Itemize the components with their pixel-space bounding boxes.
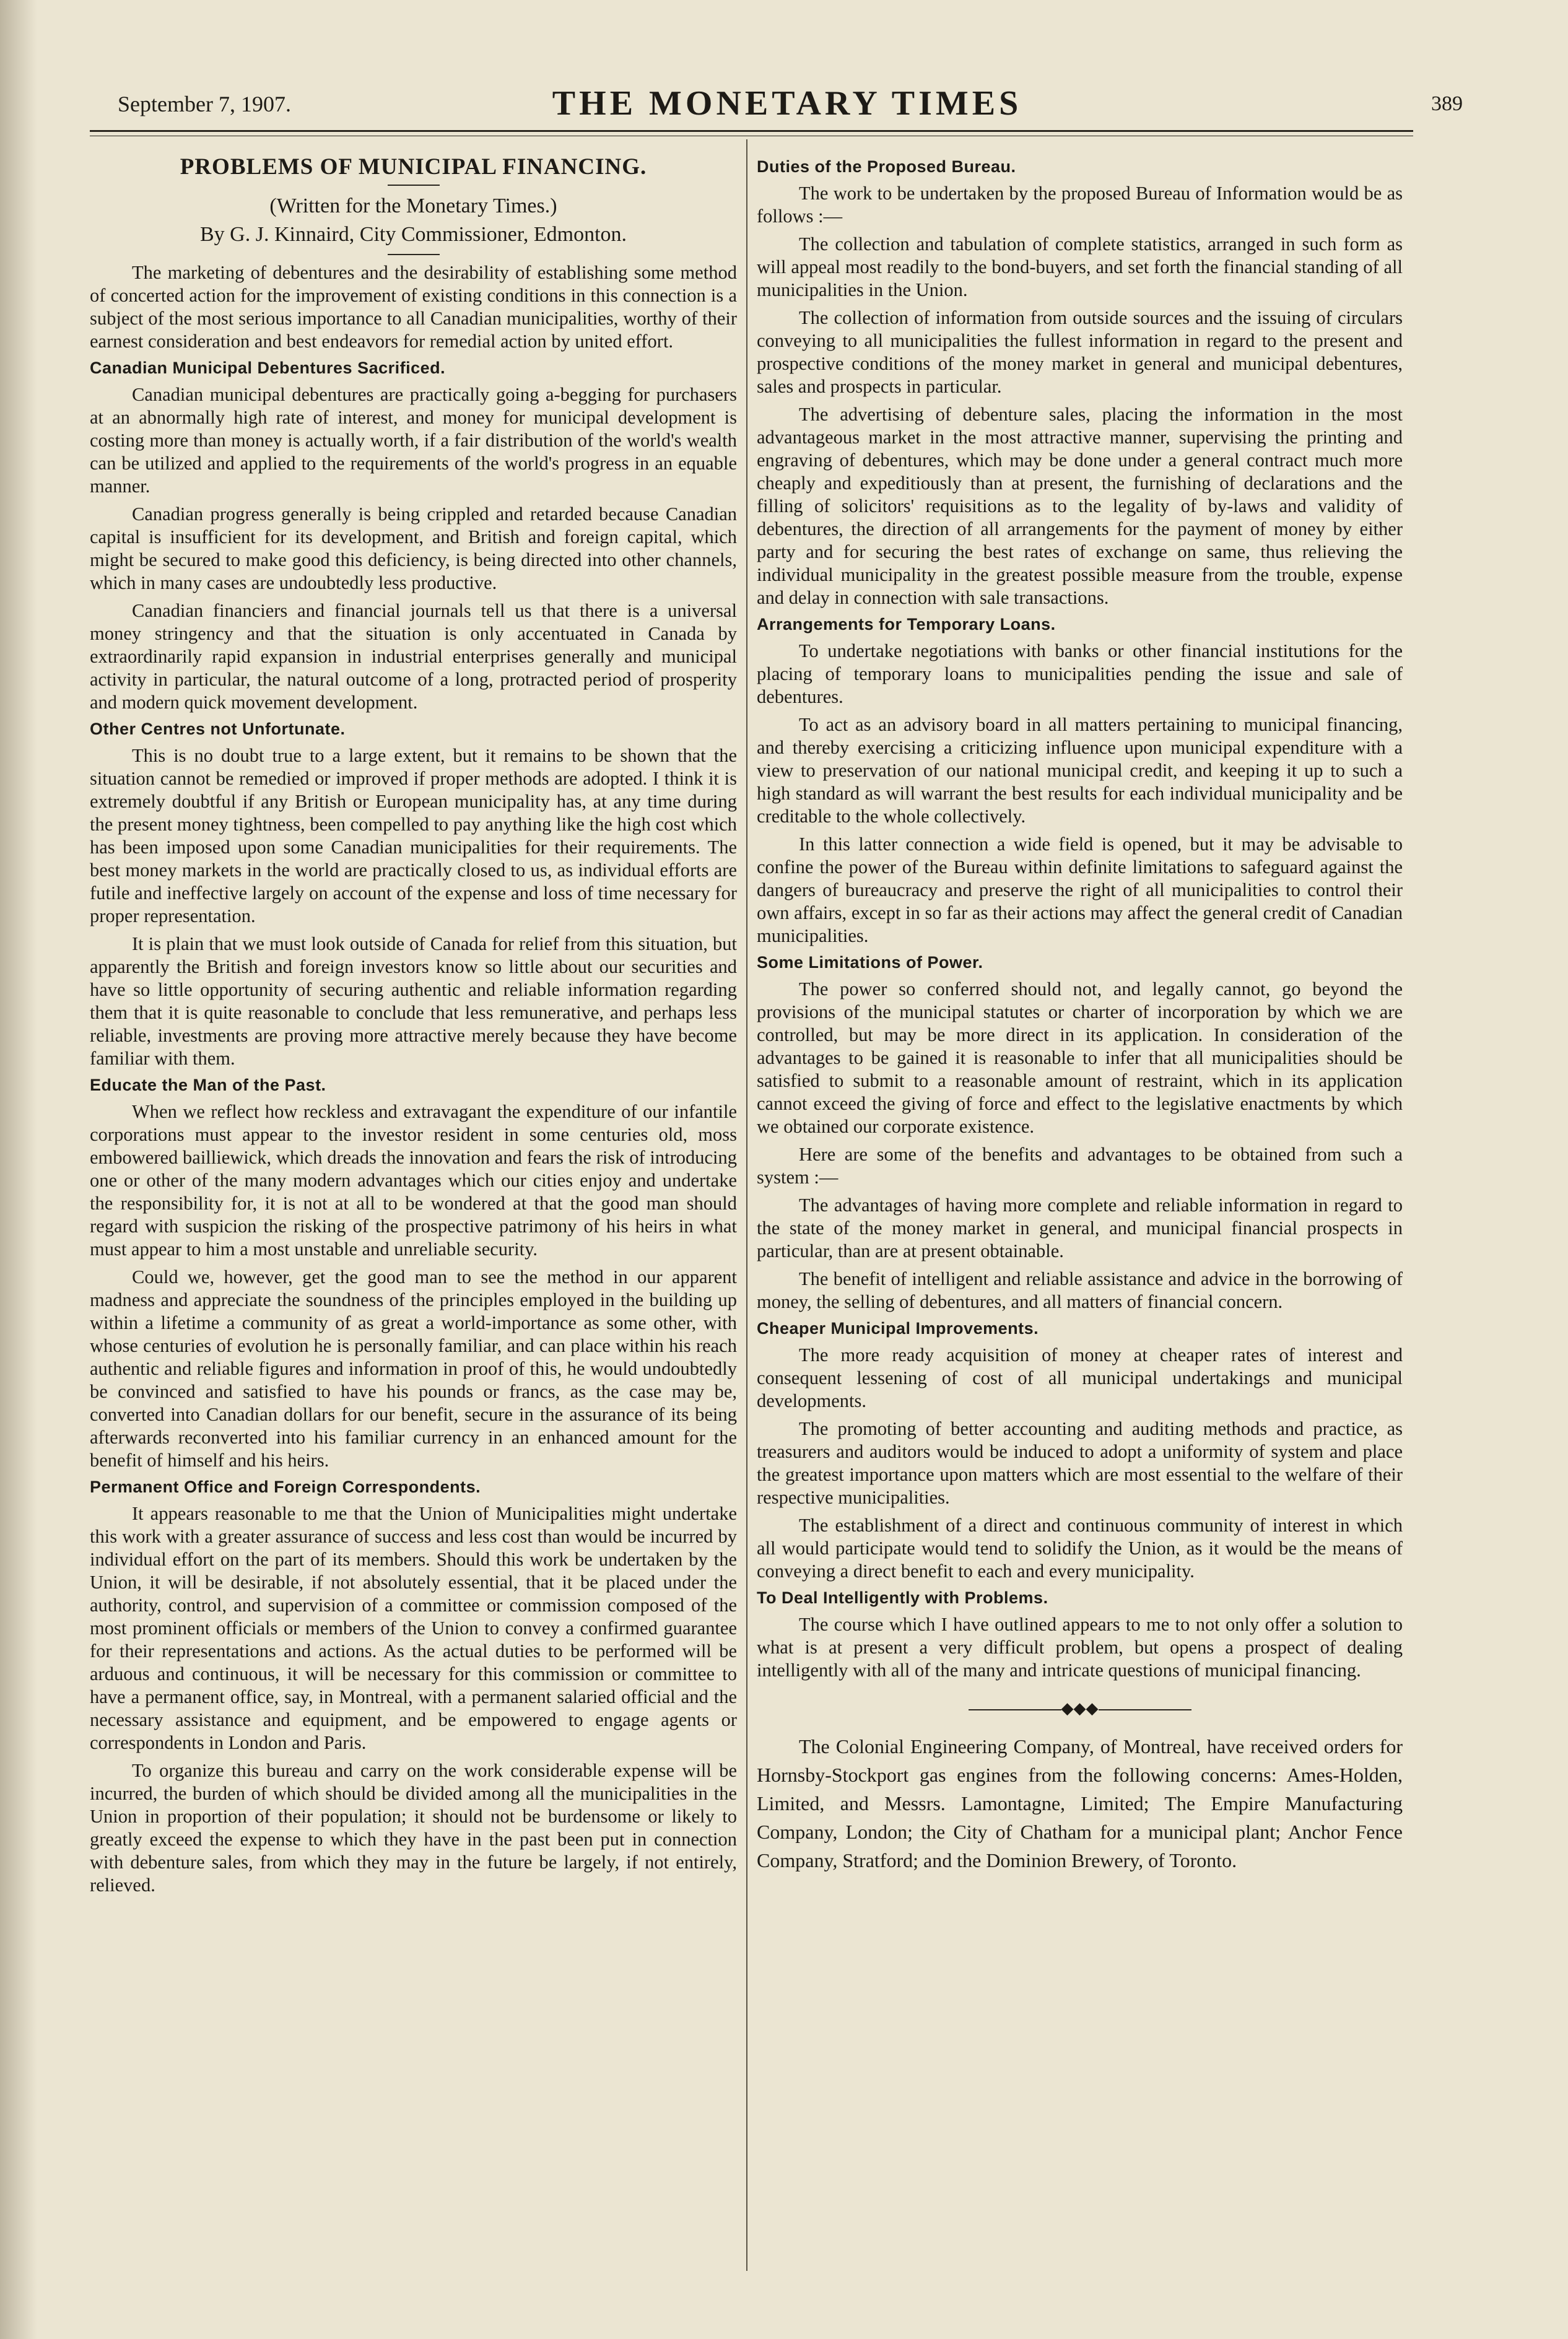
paragraph: To organize this bureau and carry on the work considerable expense will be incurred, the burden of which should be divided among all the municipalities in the Union in proportion of their population; it should not be burdensome or likely to greatly exceed the expense to which they have in the past been put in connection with debenture sales, from which they may in the future be largely, if not entirely, relieved. <box>90 1760 737 1896</box>
section-heading: Other Centres not Unfortunate. <box>90 720 346 738</box>
paragraph: The more ready acquisition of money at cheaper rates of interest and consequent lessening of cost of all municipal undertakings and municipal developments. <box>757 1344 1403 1411</box>
paragraph: Canadian financiers and financial journals tell us that there is a universal money stringency and that the situation is only accentuated in Canada by extraordinarily rapid expansion in industrial enterprises generally and municipal activity in particular, the natural outcome of a long, protracted period of prosperity and modern quick movement development. <box>90 600 737 713</box>
paragraph: The power so conferred should not, and legally cannot, go beyond the provisions of the municipal statutes or charter of incorporation by which we are controlled, but may be more direct in its application. In consideration of the advantages to be gained it is reasonable to infer that all municipalities should be satisfied to submit to a reasonable amount of restraint, which in its application cannot exceed the giving of force and effect to the legislative enactments by which we obtained our corporate existence. <box>757 978 1403 1137</box>
page-binding-shadow <box>0 0 37 2339</box>
page-number: 389 <box>1431 92 1463 115</box>
paragraph: The work to be undertaken by the proposed Bureau of Information would be as follows :— <box>757 183 1403 227</box>
paragraph: The establishment of a direct and continuous community of interest in which all would participate would tend to solidify the Union, as it would be the means of conveying a direct benefit to each and every municipality. <box>757 1515 1403 1582</box>
paragraph: Canadian municipal debentures are practically going a-begging for purchasers at an abnormally high rate of interest, and money for municipal development is costing more than money is actually worth, if a fair distribution of the world's wealth can be utilized and applied to the requirements of the world's progress in an equable manner. <box>90 384 737 497</box>
section-ornament: ◆◆◆ <box>757 1697 1403 1720</box>
paragraph: When we reflect how reckless and extravagant the expenditure of our infantile corporations must appear to the investor resident in some centuries old, moss embowered bailliewick, which dreads the innovation and fears the risk of introducing one or other of the many modern advantages which our cities enjoy and undertake the responsibility for, it is not at all to be wondered at that the good man should regard with suspicion the risking of the prospective patrimony of his heirs in what must appear to him a most unstable and unreliable security. <box>90 1101 737 1260</box>
section-heading: Some Limitations of Power. <box>757 953 983 972</box>
paragraph: The marketing of debentures and the desirability of establishing some method of concerted action for the improvement of existing conditions in this connection is a subject of the most serious importance to all Canadian municipalities, worthy of their earnest consideration and best endeavors for remedial action by united effort. <box>90 262 737 352</box>
issue-date: September 7, 1907. <box>118 92 291 116</box>
paragraph: Could we, however, get the good man to see the method in our apparent madness and appreciate the soundness of the principles employed in the building up within a lifetime a community of as great a world-importance as some other, with whose centuries of evolution he is personally familiar, and can place within his reach authentic and reliable figures and information in proof of this, he would undoubtedly be convinced and satisfied to have his pounds or francs, as the case may be, converted into Canadian dollars for our benefit, secure in the assurance of its being afterwards reconverted into his familiar currency in an enhanced amount for the benefit of himself and his heirs. <box>90 1266 737 1471</box>
section-heading: Educate the Man of the Past. <box>90 1076 326 1094</box>
news-notice: The Colonial Engineering Company, of Montreal, have received orders for Hornsby-Stockport gas engines from the following concerns: Ames-Holden, Limited, and Messrs. Lamontagne, Limited; The Empire Manufacturing Company, London; the City of Chatham for a municipal plant; Anchor Fence Company, Stratford; and the Dominion Brewery, of Toronto. <box>757 1735 1403 1871</box>
left-column <box>90 152 737 1902</box>
article-byline: By G. J. Kinnaird, City Commissioner, Edmonton. <box>199 223 627 246</box>
paragraph: It appears reasonable to me that the Union of Municipalities might undertake this work with a greater assurance of success and less cost than would be incurred by individual effort on the part of its members. Should this work be undertaken by the Union, it will be desirable, if not absolutely essential, that it be placed under the authority, control, and supervision of a committee or commission composed of the most prominent officials or members of the Union to convey a confirmed guarantee for their representations and actions. As the actual duties to be performed will be arduous and continuous, it will be necessary for this commission or committee to have a permanent office, say, in Montreal, with a permanent salaried official and the necessary assistance and equipment, and be empowered to engage agents or correspondents in London and Paris. <box>90 1503 737 1753</box>
paragraph: The advertising of debenture sales, placing the information in the most advantageous market in the most attractive manner, supervising the printing and engraving of debentures, which may be done under a general contract much more cheaply and expeditiously than at present, the furnishing of declarations and the filling of solicitors' requisitions as to the legality of by-laws and validity of debentures, the direction of all arrangements for the payment of money by either party and for securing the best rates of exchange on same, thus relieving the individual municipality in the greatest possible measure from the trouble, expense and delay in connection with sale transactions. <box>757 404 1403 608</box>
byline-rule <box>388 254 440 255</box>
paragraph: The collection and tabulation of complete statistics, arranged in such form as will appeal most readily to the bond-buyers, and set forth the financial standing of all municipalities in the Union. <box>757 233 1403 300</box>
paragraph: To act as an advisory board in all matters pertaining to municipal financing, and thereby exercising a criticizing influence upon municipal expenditure with a view to preservation of our national municipal credit, and keeping it up to such a high standard as will warrant the best results for each individual municipality and be creditable to the whole collectively. <box>757 714 1403 827</box>
paragraph: This is no doubt true to a large extent, but it remains to be shown that the situation cannot be remedied or improved if proper methods are adopted. I think it is extremely doubtful if any British or European municipality has, at any time during the present money tightness, been compelled to pay anything like the high cost which has been imposed upon some Canadian municipalities for their requirements. The best money markets in the world are practically closed to us, as individual efforts are futile and ineffective largely on account of the expense and loss of time necessary for proper representation. <box>90 745 737 926</box>
paragraph: Canadian progress generally is being crippled and retarded because Canadian capital is insufficient for its development, and British and foreign capital, which might be secured to make good this deficiency, is being directed into other channels, which in many cases are undoubtedly less productive. <box>90 503 737 593</box>
section-heading: Duties of the Proposed Bureau. <box>757 157 1016 176</box>
paragraph: The advantages of having more complete and reliable information in regard to the state of the money market in general, and municipal financial prospects in particular, than are at present obtainable. <box>757 1195 1403 1261</box>
paragraph: The benefit of intelligent and reliable assistance and advice in the borrowing of money, the selling of debentures, and all matters of financial concern. <box>757 1268 1403 1312</box>
section-heading: Permanent Office and Foreign Correspondents. <box>90 1478 481 1496</box>
masthead-title: THE MONETARY TIMES <box>552 84 1022 123</box>
section-heading: Cheaper Municipal Improvements. <box>757 1319 1039 1338</box>
paragraph: The course which I have outlined appears to me to not only offer a solution to what is at present a very difficult problem, but opens a prospect of dealing intelligently with all of the many and intricate questions of municipal financing. <box>757 1614 1403 1681</box>
header-rule <box>90 130 1413 136</box>
paragraph: The promoting of better accounting and auditing methods and practice, as treasurers and auditors would be induced to adopt a uniformity of system and place the greatest importance upon matters which are most essential to the welfare of their respective municipalities. <box>757 1418 1403 1508</box>
paragraph: To undertake negotiations with banks or other financial institutions for the placing of temporary loans to municipalities pending the issue and sale of debentures. <box>757 640 1403 707</box>
paragraph: The collection of information from outside sources and the issuing of circulars conveying to all municipalities the fullest information in regard to the present and prospective conditions of the money market in general and municipal debentures, sales and prospects in particular. <box>757 307 1403 397</box>
right-column <box>757 152 1403 1879</box>
article-title: PROBLEMS OF MUNICIPAL FINANCING. <box>180 154 647 180</box>
paragraph: In this latter connection a wide field is opened, but it may be advisable to confine the power of the Bureau within definite limitations to safeguard against the dangers of bureaucracy and preserve the right of all municipalities to control their own affairs, except in so far as their actions may affect the general credit of Canadian municipalities. <box>757 834 1403 946</box>
page-header <box>87 84 1487 128</box>
paragraph: Here are some of the benefits and advantages to be obtained from such a system :— <box>757 1144 1403 1188</box>
article-note: (Written for the Monetary Times.) <box>269 194 557 217</box>
section-heading: Canadian Municipal Debentures Sacrificed. <box>90 359 446 377</box>
section-heading: Arrangements for Temporary Loans. <box>757 615 1056 634</box>
column-divider <box>746 139 747 2271</box>
title-rule <box>388 185 440 186</box>
section-heading: To Deal Intelligently with Problems. <box>757 1588 1048 1607</box>
paragraph: It is plain that we must look outside of Canada for relief from this situation, but apparently the British and foreign investors know so little about our securities and have so little opportunity of securing authentic and reliable information regarding them that it is quite reasonable to conclude that less remunerative, and perhaps less reliable, investments are proving more attractive merely because they have become familiar with them. <box>90 933 737 1069</box>
